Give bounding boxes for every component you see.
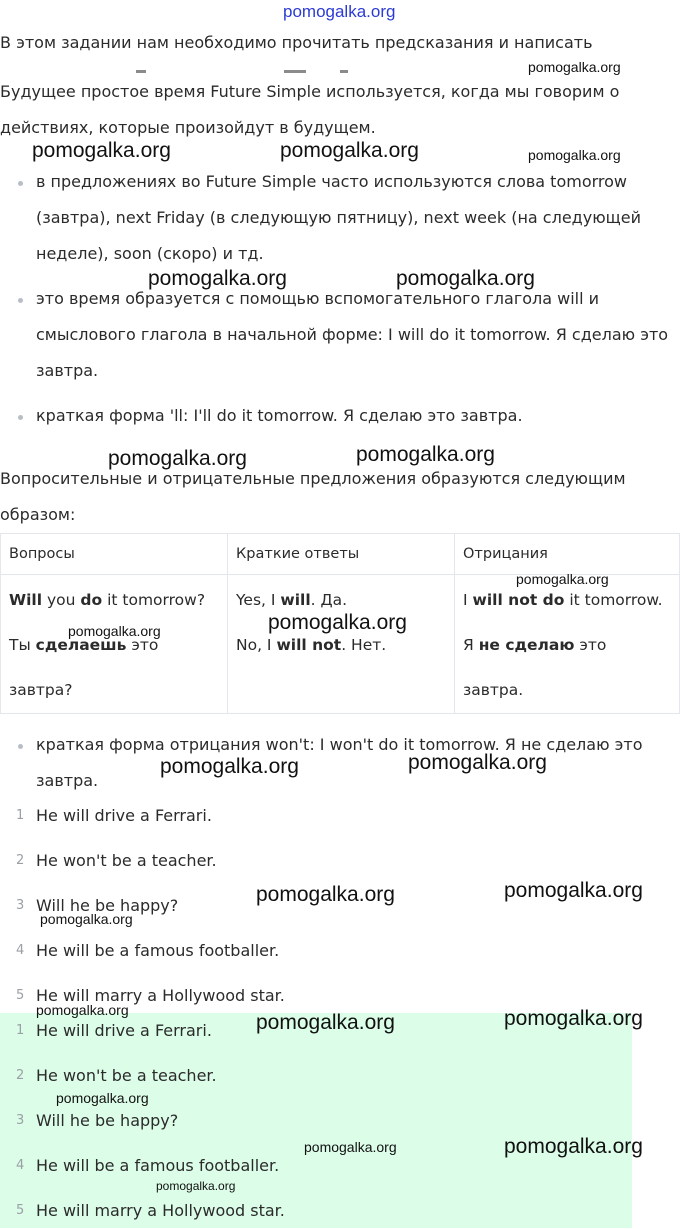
header-questions: Вопросы: [1, 534, 228, 575]
watermark: pomogalka.org: [528, 147, 621, 163]
watermark: pomogalka.org: [40, 911, 133, 927]
watermark: pomogalka.org: [32, 139, 171, 162]
watermark: pomogalka.org: [304, 1139, 397, 1155]
header-short-answers: Краткие ответы: [228, 534, 455, 575]
intro-line-1: В этом задании нам необходимо прочитать предсказания и написать: [0, 33, 593, 52]
table-intro-line-2: образом:: [0, 505, 76, 524]
list-number: 3: [16, 1113, 25, 1128]
watermark: pomogalka.org: [528, 59, 621, 75]
question-ru-cont: завтра?: [9, 681, 73, 699]
list-item: Will he be happy?: [36, 896, 179, 915]
list-item: He will be a famous footballer.: [36, 1156, 280, 1175]
list-item: He will drive a Ferrari.: [36, 1021, 212, 1040]
list-number: 5: [16, 1203, 25, 1218]
watermark: pomogalka.org: [408, 751, 547, 774]
intro-line-3: действиях, которые произойдут в будущем.: [0, 118, 376, 137]
negative-ru: Я не сделаю это завтра.: [463, 636, 607, 699]
watermark-top: pomogalka.org: [283, 2, 396, 21]
cell-short-answers: [228, 575, 455, 714]
list-item: Will he be happy?: [36, 1111, 179, 1130]
table-header-row: [1, 534, 680, 575]
watermark: pomogalka.org: [356, 443, 495, 466]
bullet-neg-line-1: краткая форма отрицания won't: I won't do it tomorrow. Я не сделаю это: [36, 735, 643, 754]
list-number: 4: [16, 1158, 25, 1173]
list-item: He will drive a Ferrari.: [36, 806, 212, 825]
cell-questions: [1, 575, 228, 714]
question-ru: Ты сделаешь это: [9, 636, 159, 654]
watermark: pomogalka.org: [108, 447, 247, 470]
watermark: pomogalka.org: [156, 1179, 236, 1193]
watermark: pomogalka.org: [160, 755, 299, 778]
watermark: pomogalka.org: [396, 267, 535, 290]
bullet-1-line-3: неделе), soon (скоро) и тд.: [36, 244, 264, 263]
bullet-1-line-1: в предложениях во Future Simple часто используются слова tomorrow: [36, 172, 628, 191]
list-number: 1: [16, 1023, 25, 1038]
bullet-2-line-3: завтра.: [36, 361, 99, 380]
watermark: pomogalka.org: [68, 623, 161, 639]
bullet-1-line-2: (завтра), next Friday (в следующую пятницу), next week (на следующей: [36, 208, 641, 227]
watermark: pomogalka.org: [504, 1135, 643, 1158]
answer-no: No, I will not. Нет.: [236, 636, 387, 654]
list-item: He won't be a teacher.: [36, 851, 217, 870]
answer-yes: Yes, I will. Да.: [236, 591, 348, 609]
list-item: He will be a famous footballer.: [36, 941, 280, 960]
bullet-2-line-1: это время образуется с помощью вспомогательного глагола will и: [36, 289, 600, 308]
list-number: 5: [16, 988, 25, 1003]
watermark: pomogalka.org: [280, 139, 419, 162]
watermark: pomogalka.org: [504, 879, 643, 902]
bullet-dot: [18, 744, 23, 749]
bullet-dot: [18, 298, 23, 303]
list-number: 3: [16, 898, 25, 913]
list-number: 2: [16, 853, 25, 868]
bullet-2-line-2: смыслового глагола в начальной форме: I will do it tomorrow. Я сделаю это: [36, 325, 669, 344]
watermark: pomogalka.org: [36, 1002, 129, 1018]
bullet-3-line-1: краткая форма 'll: I'll do it tomorrow. Я сделаю это завтра.: [36, 406, 523, 425]
list-item: He won't be a teacher.: [36, 1066, 217, 1085]
watermark: pomogalka.org: [268, 611, 407, 634]
table-intro-line-1: Вопросительные и отрицательные предложения образуются следующим: [0, 469, 626, 488]
watermark: pomogalka.org: [148, 267, 287, 290]
watermark: pomogalka.org: [256, 883, 395, 906]
question-en: Will you do it tomorrow?: [9, 591, 206, 609]
intro-line-2: Будущее простое время Future Simple используется, когда мы говорим о: [0, 82, 620, 101]
watermark: pomogalka.org: [256, 1011, 395, 1034]
list-number: 1: [16, 808, 25, 823]
watermark: pomogalka.org: [504, 1007, 643, 1030]
header-negatives: Отрицания: [455, 534, 680, 575]
table-row: [1, 575, 680, 714]
watermark: pomogalka.org: [516, 571, 609, 587]
watermark: pomogalka.org: [56, 1090, 149, 1106]
bullet-dot: [18, 181, 23, 186]
list-number: 2: [16, 1068, 25, 1083]
list-item: He will marry a Hollywood star.: [36, 986, 285, 1005]
bullet-dot: [18, 415, 23, 420]
negative-en: I will not do it tomorrow.: [463, 591, 663, 609]
list-number: 4: [16, 943, 25, 958]
bullet-neg-line-2: завтра.: [36, 771, 99, 790]
cell-negatives: [455, 575, 680, 714]
list-item: He will marry a Hollywood star.: [36, 1201, 285, 1220]
